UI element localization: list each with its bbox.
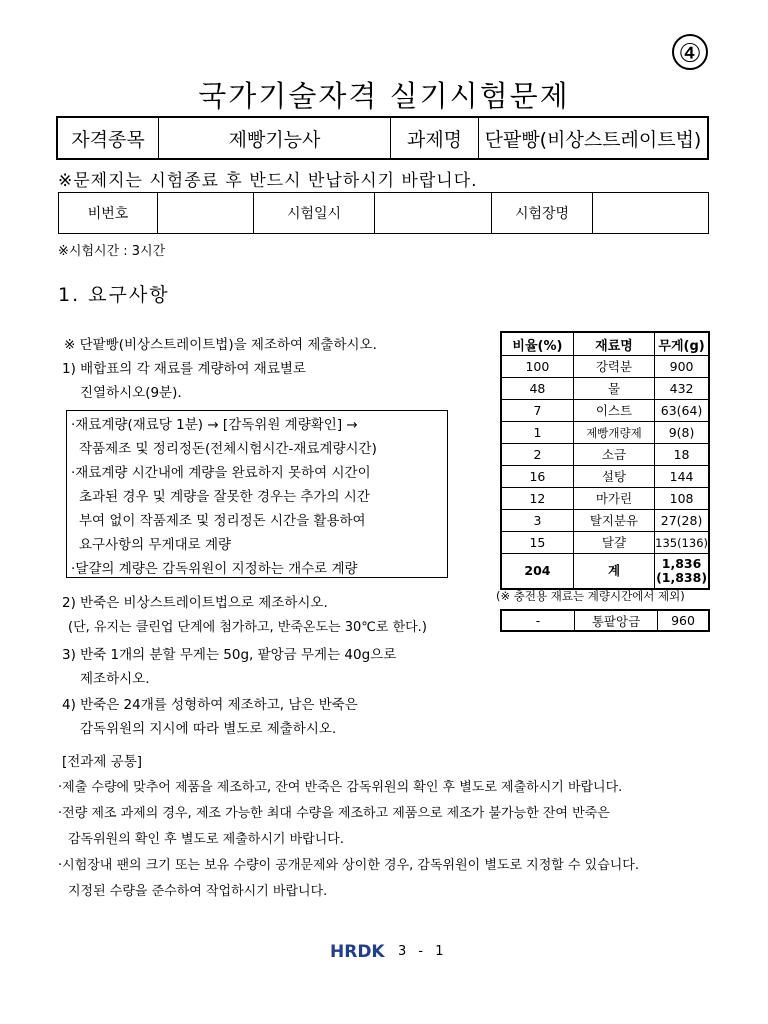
hrdk-logo: HRDK — [330, 942, 385, 962]
box-line: 요구사항의 무게대로 계량 — [79, 537, 232, 553]
table-row — [501, 510, 709, 532]
ingredient-cell: 마가린 — [573, 488, 654, 510]
ratio-cell: 12 — [501, 488, 573, 510]
ratio-cell: 48 — [501, 378, 573, 400]
exam-time: ※시험시간 : 3시간 — [58, 244, 166, 259]
filling-ingredient: 통팥앙금 — [575, 610, 658, 631]
date-value[interactable] — [375, 193, 492, 234]
page-footer-number: 3 - 1 — [398, 944, 448, 959]
table-row — [501, 488, 709, 510]
weight-cell: 144 — [655, 466, 709, 488]
requirement-intro: ※ 단팥빵(비상스트레이트법)을 제조하여 제출하시오. — [64, 337, 377, 353]
total-row — [501, 554, 709, 590]
weight-cell: 432 — [655, 378, 709, 400]
requirement-2-line1: 2) 반죽은 비상스트레이트법으로 제조하시오. — [62, 595, 328, 611]
ratio-cell: 7 — [501, 400, 573, 422]
weight-cell: 18 — [655, 444, 709, 466]
ratio-cell: 100 — [501, 356, 573, 378]
common-line: ·전량 제조 과제의 경우, 제조 가능한 최대 수량을 제조하고 제품으로 제조가 불가능한 잔여 반죽은 — [58, 806, 610, 821]
weight-cell: 135(136) — [655, 532, 709, 554]
ingredient-cell: 탈지분유 — [573, 510, 654, 532]
weight-cell: 108 — [655, 488, 709, 510]
filling-weight: 960 — [658, 610, 710, 631]
total-ratio: 204 — [501, 554, 573, 590]
table-row — [501, 378, 709, 400]
info-table — [56, 116, 709, 160]
box-line: 부여 없이 작품제조 및 정리정돈 시간을 활용하여 — [79, 513, 366, 529]
weight-cell: 900 — [655, 356, 709, 378]
recipe-table — [500, 331, 710, 590]
filling-ratio: - — [501, 610, 575, 631]
table-row — [501, 610, 709, 631]
date-label: 시험일시 — [254, 193, 375, 234]
ratio-cell: 1 — [501, 422, 573, 444]
requirement-3-line2: 제조하시오. — [80, 671, 150, 687]
common-line: 지정된 수량을 준수하여 작업하시기 바랍니다. — [68, 884, 328, 899]
box-line: 초과된 경우 및 계량을 잘못한 경우는 추가의 시간 — [79, 489, 370, 505]
total-label: 계 — [573, 554, 654, 590]
category-value: 제빵기능사 — [159, 117, 391, 159]
id-table — [58, 192, 709, 234]
ingredient-cell: 강력분 — [573, 356, 654, 378]
requirement-2-line2: (단, 유지는 클린업 단계에 첨가하고, 반죽온도는 30℃로 한다.) — [68, 620, 427, 635]
table-row — [501, 356, 709, 378]
common-heading: [전과제 공통] — [62, 754, 143, 770]
requirement-1-line2: 진열하시오(9분). — [80, 385, 182, 401]
ingredient-cell: 물 — [573, 378, 654, 400]
ingredient-cell: 달걀 — [573, 532, 654, 554]
box-line: ·재료계량 시간내에 계량을 완료하지 못하여 시간이 — [71, 465, 371, 481]
filling-table — [500, 609, 710, 632]
requirement-3-line1: 3) 반죽 1개의 분할 무게는 50g, 팥앙금 무게는 40g으로 — [62, 647, 397, 663]
page-number-circle: ④ — [672, 34, 708, 70]
recipe-header-weight: 무게(g) — [655, 332, 709, 356]
ingredient-cell: 소금 — [573, 444, 654, 466]
category-label: 자격종목 — [57, 117, 159, 159]
ingredient-cell: 이스트 — [573, 400, 654, 422]
requirement-4-line1: 4) 반죽은 24개를 성형하여 제조하고, 남은 반죽은 — [62, 697, 358, 713]
task-label: 과제명 — [391, 117, 479, 159]
number-label: 비번호 — [59, 193, 158, 234]
total-weight-line1: 1,836 — [661, 556, 702, 571]
page-title: 국가기술자격 실기시험문제 — [198, 79, 570, 113]
table-row — [501, 422, 709, 444]
filling-note: (※ 충전용 재료는 계량시간에서 제외) — [496, 589, 685, 603]
place-label: 시험장명 — [492, 193, 593, 234]
ratio-cell: 2 — [501, 444, 573, 466]
common-line: ·시험장내 팬의 크기 또는 보유 수량이 공개문제와 상이한 경우, 감독위원이 별도로 지정할 수 있습니다. — [58, 858, 639, 873]
recipe-header-ratio: 비율(%) — [501, 332, 573, 356]
total-weight — [655, 554, 709, 590]
section-heading: 1. 요구사항 — [58, 284, 170, 306]
total-weight-line2: (1,838) — [656, 570, 708, 585]
common-line: 감독위원의 확인 후 별도로 제출하시기 바랍니다. — [68, 832, 344, 847]
weight-cell: 27(28) — [655, 510, 709, 532]
task-value: 단팥빵(비상스트레이트법) — [479, 117, 709, 159]
number-value[interactable] — [158, 193, 254, 234]
ingredient-cell: 제빵개량제 — [573, 422, 654, 444]
ingredient-cell: 설탕 — [573, 466, 654, 488]
weight-cell: 63(64) — [655, 400, 709, 422]
table-row — [501, 444, 709, 466]
recipe-header-ingredient: 재료명 — [573, 332, 654, 356]
requirement-4-line2: 감독위원의 지시에 따라 별도로 제출하시오. — [80, 721, 337, 737]
return-notice: ※문제지는 시험종료 후 반드시 반납하시기 바랍니다. — [58, 171, 478, 191]
table-row — [501, 532, 709, 554]
ratio-cell: 16 — [501, 466, 573, 488]
weighing-rules-box — [66, 410, 448, 578]
box-line: ·달걀의 계량은 감독위원이 지정하는 개수로 계량 — [71, 561, 358, 577]
table-row — [501, 400, 709, 422]
box-line: ·재료계량(재료당 1분) → [감독위원 계량확인] → — [71, 417, 358, 433]
box-line: 작품제조 및 정리정돈(전체시험시간-재료계량시간) — [79, 441, 377, 457]
common-line: ·제출 수량에 맞추어 제품을 제조하고, 잔여 반죽은 감독위원의 확인 후 별도로 제출하시기 바랍니다. — [58, 780, 623, 795]
ratio-cell: 15 — [501, 532, 573, 554]
requirement-1-line1: 1) 배합표의 각 재료를 계량하여 재료별로 — [62, 361, 306, 377]
table-row — [501, 466, 709, 488]
place-value[interactable] — [593, 193, 709, 234]
weight-cell: 9(8) — [655, 422, 709, 444]
ratio-cell: 3 — [501, 510, 573, 532]
